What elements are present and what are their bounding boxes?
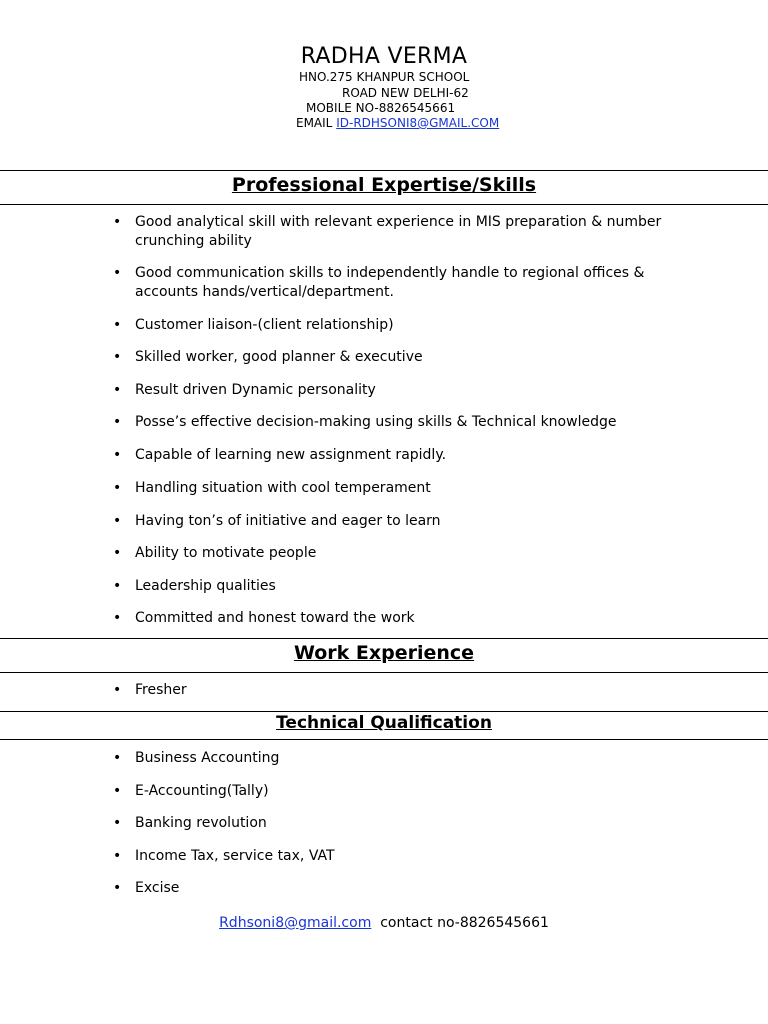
- divider: [0, 711, 768, 712]
- bullet-icon: •: [113, 783, 122, 799]
- skills-heading: Professional Expertise/Skills: [231, 174, 537, 196]
- bullet-icon: •: [113, 349, 122, 365]
- mobile-number: MOBILE NO-8826545661: [306, 101, 456, 115]
- bullet-icon: •: [113, 414, 122, 430]
- bullet-icon: •: [113, 265, 122, 281]
- bullet-icon: •: [113, 578, 122, 594]
- bullet-icon: •: [113, 682, 122, 698]
- divider-top: [0, 170, 768, 171]
- technical-heading: Technical Qualification: [276, 713, 492, 733]
- bullet-icon: •: [113, 848, 122, 864]
- email-link[interactable]: ID-RDHSONI8@GMAIL.COM: [336, 116, 500, 130]
- bullet-icon: •: [113, 480, 122, 496]
- divider: [0, 204, 768, 205]
- experience-heading: Work Experience: [293, 642, 475, 664]
- bullet-icon: •: [113, 447, 122, 463]
- bullet-icon: •: [113, 545, 122, 561]
- address-line-1: HNO.275 KHANPUR SCHOOL: [299, 70, 470, 84]
- applicant-name: RADHA VERMA: [300, 44, 468, 69]
- bullet-icon: •: [113, 317, 122, 333]
- divider: [0, 739, 768, 740]
- bullet-icon: •: [113, 610, 122, 626]
- bullet-icon: •: [113, 750, 122, 766]
- footer-email-link[interactable]: Rdhsoni8@gmail.com: [219, 915, 372, 931]
- email-label: EMAIL: [296, 116, 333, 130]
- bullet-icon: •: [113, 513, 122, 529]
- divider: [0, 672, 768, 673]
- bullet-icon: •: [113, 214, 122, 230]
- address-line-2: ROAD NEW DELHI-62: [342, 86, 469, 100]
- divider: [0, 638, 768, 639]
- email-line: [296, 116, 499, 130]
- footer-contact: [0, 915, 768, 931]
- footer-contact-number: contact no-8826545661: [380, 915, 549, 931]
- bullet-icon: •: [113, 880, 122, 896]
- bullet-icon: •: [113, 815, 122, 831]
- bullet-icon: •: [113, 382, 122, 398]
